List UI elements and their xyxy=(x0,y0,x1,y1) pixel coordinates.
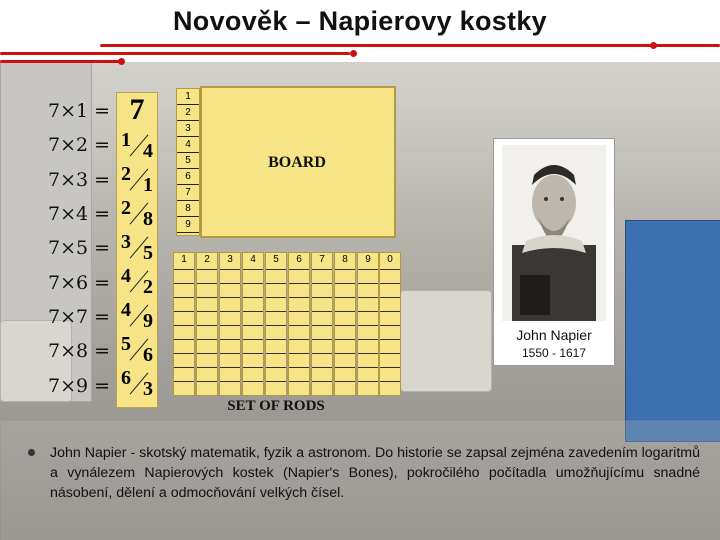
rod-cell xyxy=(243,367,263,382)
rod-cell xyxy=(380,325,400,340)
rod-cell xyxy=(243,339,263,354)
portrait-image xyxy=(502,145,606,321)
rod-cell xyxy=(174,339,194,354)
blue-recycle-bin xyxy=(625,220,720,442)
rod-cell xyxy=(335,381,355,396)
rod xyxy=(311,252,333,396)
rod-cell xyxy=(243,283,263,298)
rod-cell xyxy=(358,367,378,382)
rod xyxy=(265,252,287,396)
rod-header: 3 xyxy=(227,254,233,265)
napier-bone-seven xyxy=(116,92,158,408)
cell-tens: 1 xyxy=(121,129,131,151)
strip-top-digit: 7 xyxy=(129,93,145,126)
rod-cell xyxy=(312,311,332,326)
rod-cell xyxy=(335,297,355,312)
red-dot-top xyxy=(650,42,657,49)
rod-cell xyxy=(266,269,286,284)
strip-cell xyxy=(117,129,157,163)
mult-row: 7×4 = xyxy=(48,203,111,225)
rod-cell xyxy=(174,381,194,396)
cell-tens: 2 xyxy=(121,163,131,185)
rod-cell xyxy=(266,367,286,382)
rod-cell xyxy=(197,269,217,284)
rod-cell xyxy=(312,353,332,368)
rod-cell xyxy=(312,283,332,298)
rod-cell xyxy=(174,269,194,284)
rod-cell xyxy=(358,353,378,368)
rod-cell xyxy=(220,367,240,382)
rod-cell xyxy=(312,269,332,284)
rod-cell xyxy=(174,367,194,382)
rod-header: 6 xyxy=(296,254,302,265)
cell-units: 4 xyxy=(143,140,153,162)
rod-cell xyxy=(380,311,400,326)
description-paragraph xyxy=(28,443,700,503)
rod xyxy=(242,252,264,396)
cell-units: 2 xyxy=(143,276,153,298)
cell-units: 8 xyxy=(143,208,153,230)
rod-cell xyxy=(197,353,217,368)
mult-row: 7×2 = xyxy=(48,134,111,156)
portrait-engraving-icon xyxy=(502,145,606,321)
rod-cell xyxy=(243,381,263,396)
strip-cell xyxy=(117,299,157,333)
portrait-name: John Napier xyxy=(516,327,592,343)
rod-cell xyxy=(358,269,378,284)
rod-cell xyxy=(358,325,378,340)
rod-cell xyxy=(266,311,286,326)
rod-cell xyxy=(312,381,332,396)
cell-units: 3 xyxy=(143,378,153,400)
rod-cell xyxy=(266,381,286,396)
rod-cell xyxy=(358,297,378,312)
rod-cell xyxy=(197,283,217,298)
cell-tens: 4 xyxy=(121,265,131,287)
rod-cell xyxy=(197,297,217,312)
old-monitor-right xyxy=(400,290,492,392)
board-index-cell: 2 xyxy=(177,105,199,121)
red-rule-short xyxy=(0,60,120,63)
rod-cell xyxy=(243,269,263,284)
rod-cell xyxy=(380,297,400,312)
rod-cell xyxy=(335,283,355,298)
board-panel xyxy=(200,86,396,238)
rod-cell xyxy=(220,325,240,340)
board-index-cell: 1 xyxy=(177,89,199,105)
portrait-years: 1550 - 1617 xyxy=(521,346,587,360)
rod-cell xyxy=(335,325,355,340)
rod-cell xyxy=(289,311,309,326)
cell-tens: 5 xyxy=(121,333,131,355)
rod-cell xyxy=(358,381,378,396)
rod-cell xyxy=(266,339,286,354)
board-index-cell: 8 xyxy=(177,201,199,217)
rod xyxy=(219,252,241,396)
rod-header: 7 xyxy=(319,254,325,265)
rod-cell xyxy=(358,283,378,298)
rod-cell xyxy=(289,381,309,396)
rod-header: 5 xyxy=(273,254,279,265)
rod-header: 8 xyxy=(342,254,348,265)
rod-cell xyxy=(380,367,400,382)
rod-cell xyxy=(220,283,240,298)
rod-cell xyxy=(174,311,194,326)
rod-cell xyxy=(380,353,400,368)
rod-cell xyxy=(312,325,332,340)
cell-units: 1 xyxy=(143,174,153,196)
rod-cell xyxy=(289,297,309,312)
portrait-card xyxy=(493,138,615,366)
rod-cell xyxy=(312,367,332,382)
board-index-cell: 4 xyxy=(177,137,199,153)
strip-cell xyxy=(117,367,157,401)
rod-cell xyxy=(289,367,309,382)
cell-tens: 2 xyxy=(121,197,131,219)
rod-cell xyxy=(174,353,194,368)
rod-cell xyxy=(380,269,400,284)
mult-row: 7×3 = xyxy=(48,169,111,191)
rod-cell xyxy=(335,311,355,326)
cell-tens: 4 xyxy=(121,299,131,321)
slide-title: Novověk – Napierovy kostky xyxy=(173,6,547,36)
rod-cell xyxy=(220,269,240,284)
red-dot-short xyxy=(118,58,125,65)
rod-cell xyxy=(358,339,378,354)
rod-cell xyxy=(312,339,332,354)
board-index-cell: 6 xyxy=(177,169,199,185)
rod-cell xyxy=(220,339,240,354)
rod-cell xyxy=(220,381,240,396)
board-index-strip xyxy=(176,88,200,236)
rod xyxy=(379,252,401,396)
rod-cell xyxy=(335,367,355,382)
cell-tens: 6 xyxy=(121,367,131,389)
rod-cell xyxy=(243,325,263,340)
rod-cell xyxy=(243,297,263,312)
rod-header: 1 xyxy=(181,254,187,265)
cell-units: 9 xyxy=(143,310,153,332)
rod xyxy=(334,252,356,396)
rod-header: 9 xyxy=(365,254,371,265)
rod-cell xyxy=(220,353,240,368)
rod-cell xyxy=(197,367,217,382)
rod-cell xyxy=(380,381,400,396)
strip-cell xyxy=(117,197,157,231)
rod-header: 0 xyxy=(387,254,393,265)
mult-row: 7×7 = xyxy=(48,306,111,328)
rod-cell xyxy=(266,325,286,340)
rod-cell xyxy=(380,283,400,298)
rod-cell xyxy=(220,311,240,326)
rods-set xyxy=(173,252,399,396)
rod-cell xyxy=(197,325,217,340)
rod xyxy=(173,252,195,396)
red-rule-top xyxy=(100,44,720,47)
rod-cell xyxy=(174,297,194,312)
rod-cell xyxy=(358,311,378,326)
rod-cell xyxy=(174,283,194,298)
rod-cell xyxy=(266,283,286,298)
rod-cell xyxy=(266,353,286,368)
rod-cell xyxy=(197,311,217,326)
cell-units: 6 xyxy=(143,344,153,366)
rod xyxy=(357,252,379,396)
rod-cell xyxy=(220,297,240,312)
rod-cell xyxy=(289,283,309,298)
rod-header: 4 xyxy=(250,254,256,265)
red-rule-middle xyxy=(0,52,350,55)
rod-cell xyxy=(335,339,355,354)
mult-row: 7×9 = xyxy=(48,375,111,397)
cell-tens: 3 xyxy=(121,231,131,253)
rod-cell xyxy=(289,325,309,340)
rod-cell xyxy=(197,381,217,396)
rod xyxy=(288,252,310,396)
rod-cell xyxy=(289,269,309,284)
bullet-icon xyxy=(28,449,35,456)
rod-cell xyxy=(335,353,355,368)
strip-cell xyxy=(117,163,157,197)
rod-cell xyxy=(266,297,286,312)
rod-cell xyxy=(243,353,263,368)
board-label: BOARD xyxy=(268,154,326,171)
rods-label: SET OF RODS xyxy=(227,398,325,414)
rod-cell xyxy=(335,269,355,284)
strip-cell xyxy=(117,333,157,367)
rod xyxy=(196,252,218,396)
mult-row: 7×1 = xyxy=(48,100,111,122)
mult-row: 7×6 = xyxy=(48,272,111,294)
rod-cell xyxy=(289,353,309,368)
board-index-cell: 5 xyxy=(177,153,199,169)
description-text: John Napier - skotský matematik, fyzik a astronom. Do historie se zapsal zejména zavedením logaritmů a vynálezem Napierových kostek (Napier's Bones), pokročilého počítadla umožňujícímu snadné násobení, dělení a odmocňování velkých čísel. xyxy=(50,445,700,501)
rod-cell xyxy=(289,339,309,354)
cell-units: 5 xyxy=(143,242,153,264)
rod-cell xyxy=(174,325,194,340)
board-index-cell: 7 xyxy=(177,185,199,201)
rod-cell xyxy=(312,297,332,312)
rod-cell xyxy=(243,311,263,326)
red-dot-middle xyxy=(350,50,357,57)
mult-row: 7×5 = xyxy=(48,237,111,259)
mult-row: 7×8 = xyxy=(48,340,111,362)
rod-header: 2 xyxy=(204,254,210,265)
strip-cell xyxy=(117,231,157,265)
board-index-cell: 3 xyxy=(177,121,199,137)
board-index-cell: 9 xyxy=(177,217,199,233)
rod-cell xyxy=(197,339,217,354)
rod-cell xyxy=(380,339,400,354)
strip-cell xyxy=(117,265,157,299)
